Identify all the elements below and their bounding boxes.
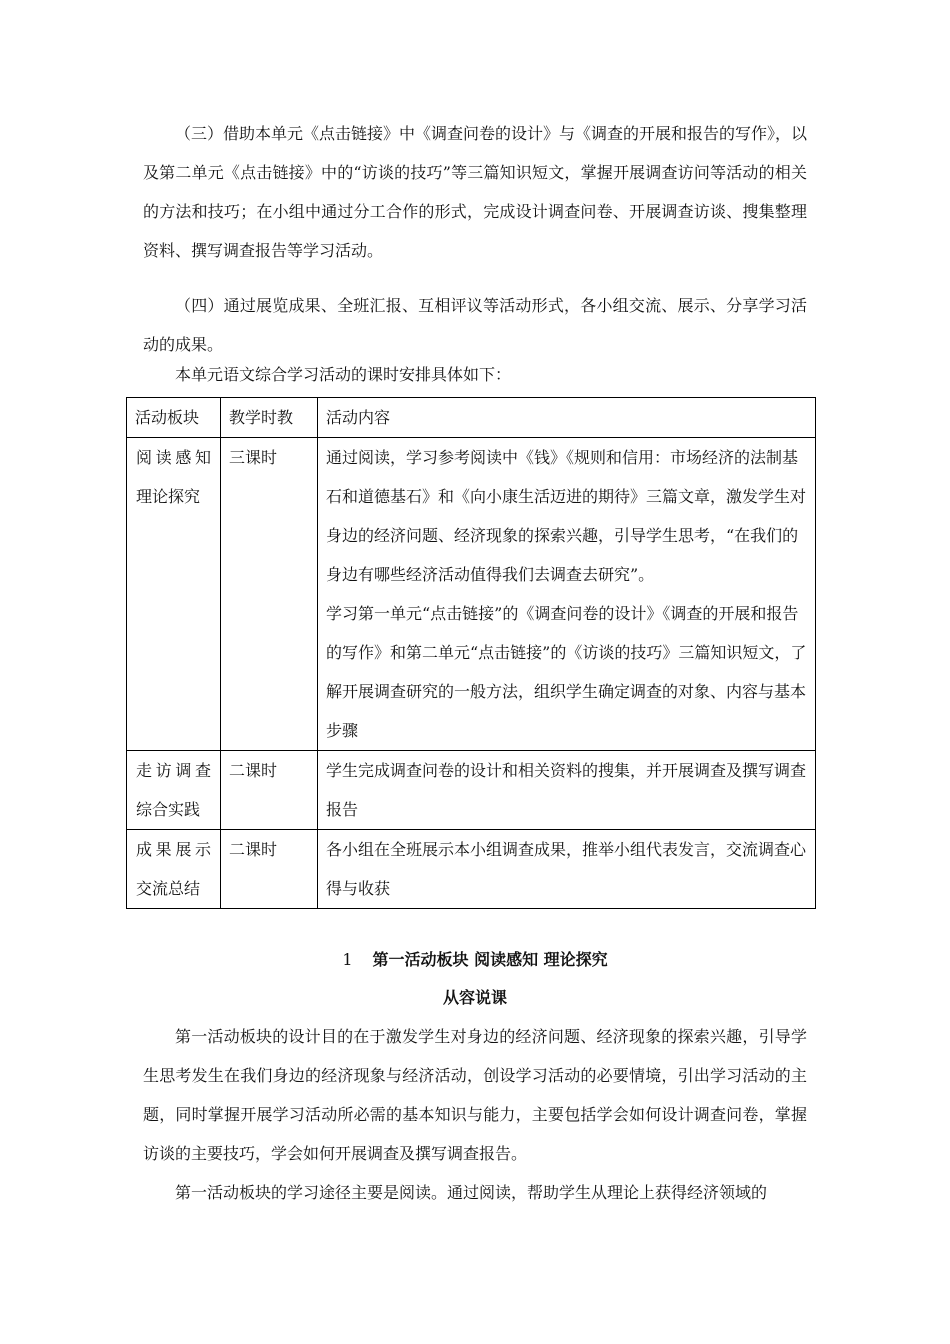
content-paragraph: 学生完成调查问卷的设计和相关资料的搜集，并开展调查及撰写调查报告: [326, 761, 807, 819]
body-paragraph-2: 第一活动板块的学习途径主要是阅读。通过阅读，帮助学生从理论上获得经济领域的: [175, 1183, 768, 1202]
cell-activity-block: 阅读感知理论探究: [127, 438, 221, 751]
cell-content: [318, 438, 816, 751]
section-subtitle: 从容说课: [442, 988, 507, 1007]
schedule-table: [126, 397, 816, 909]
header-content: 活动内容: [318, 398, 816, 438]
cell-activity-block: 走访调查综合实践: [127, 751, 221, 830]
table-row: [127, 751, 816, 830]
section-number: 1: [342, 950, 353, 969]
cell-hours: 三课时: [221, 438, 318, 751]
header-activity-block: 活动板块: [127, 398, 221, 438]
section-title: 第一活动板块 阅读感知 理论探究: [372, 950, 608, 969]
cell-content: [318, 830, 816, 909]
cell-activity-block: 成果展示交流总结: [127, 830, 221, 909]
cell-hours: 二课时: [221, 751, 318, 830]
content-paragraph: 学习第一单元“点击链接”的《调查问卷的设计》《调查的开展和报告的写作》和第二单元“点击链接”的《访谈的技巧》三篇知识短文，了解开展调查研究的一般方法，组织学生确定调查的对象、内容与基本步骤: [326, 604, 807, 740]
section-heading: [0, 945, 950, 975]
table-row: [127, 438, 816, 751]
paragraph-objective-4: （四）通过展览成果、全班汇报、互相评议等活动形式，各小组交流、展示、分享学习活动的成果。: [143, 296, 807, 354]
content-paragraph: 各小组在全班展示本小组调查成果，推举小组代表发言，交流调查心得与收获: [326, 840, 807, 898]
header-hours: 教学时教: [221, 398, 318, 438]
table-header-row: [127, 398, 816, 438]
table-row: [127, 830, 816, 909]
content-paragraph: 通过阅读，学习参考阅读中《钱》《规则和信用：市场经济的法制基石和道德基石》和《向小康生活迈进的期待》三篇文章，激发学生对身边的经济问题、经济现象的探索兴趣，引导学生思考，“在我们的身边有哪些经济活动值得我们去调查去研究”。: [326, 448, 807, 584]
paragraph-objective-3: （三）借助本单元《点击链接》中《调查问卷的设计》与《调查的开展和报告的写作》，以及第二单元《点击链接》中的“访谈的技巧”等三篇知识短文，掌握开展调查访问等活动的相关的方法和技巧；在小组中通过分工合作的形式，完成设计调查问卷、开展调查访谈、搜集整理资料、撰写调查报告等学习活动。: [143, 124, 808, 260]
cell-hours: 二课时: [221, 830, 318, 909]
body-paragraph-1: 第一活动板块的设计目的在于激发学生对身边的经济问题、经济现象的探索兴趣，引导学生思考发生在我们身边的经济现象与经济活动，创设学习活动的必要情境，引出学习活动的主题，同时掌握开展学习活动所必需的基本知识与能力，主要包括学会如何设计调查问卷，掌握访谈的主要技巧，学会如何开展调查及撰写调查报告。: [143, 1027, 807, 1163]
schedule-intro: 本单元语文综合学习活动的课时安排具体如下：: [175, 365, 512, 384]
cell-content: [318, 751, 816, 830]
